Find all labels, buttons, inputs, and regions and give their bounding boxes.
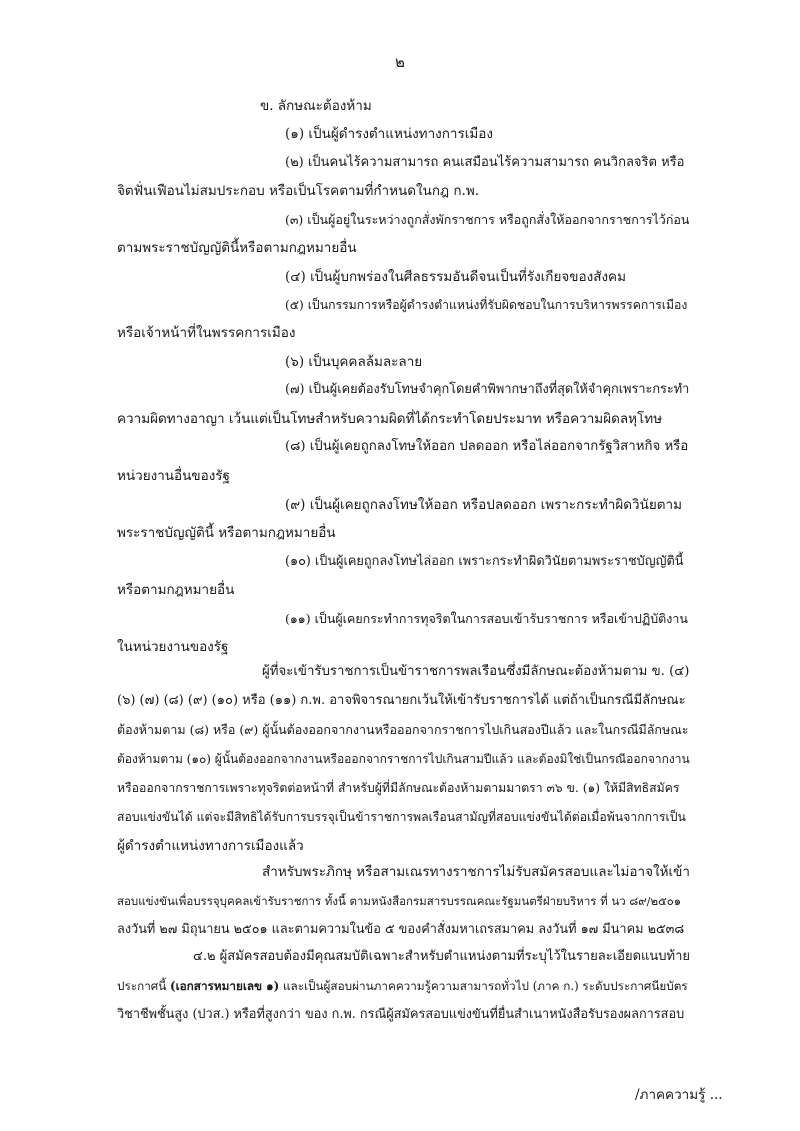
paragraph-line: ต้องห้ามตาม (๘) หรือ (๙) ผู้นั้นต้องออกจากงานหรือออกจากราชการไปเกินสองปีแล้ว และในกรณีมีลักษณะ [117,722,689,737]
item-text: เป็นกรรมการหรือผู้ดำรงตำแหน่งที่รับผิดชอบในการบริหารพรรคการเมือง [307,298,688,312]
list-item-continuation: จิตฟั่นเฟือนไม่สมประกอบ หรือเป็นโรคตามที่กำหนดในกฎ ก.พ. [117,183,480,199]
qualification-line-1: ๔.๒ ผู้สมัครสอบต้องมีคุณสมบัติเฉพาะสำหรับตำแหน่งตามที่ระบุไว้ในรายละเอียดแนบท้าย [193,949,691,964]
qualification-line-2 [117,976,688,996]
list-item [285,380,689,400]
paragraph-line: ต้องห้ามตาม (๑๐) ผู้นั้นต้องออกจากงานหรือออกจากราชการไปเกินสามปีแล้ว และต้องมิใช่เป็นกรณีออกจากงาน [117,752,690,766]
paragraph-line: (๖) (๗) (๘) (๙) (๑๐) หรือ (๑๑) ก.พ. อาจพิจารณายกเว้นให้เข้ารับราชการได้ แต่ถ้าเป็นกรณีมีลักษณะ [117,693,686,708]
section-heading: ข. ลักษณะต้องห้าม [260,98,372,114]
item-number: (๕) [285,298,304,312]
list-item-continuation: ตามพระราชบัญญัตินี้หรือตามกฎหมายอื่น [117,240,357,256]
item-text: เป็นผู้บกพร่องในศีลธรรมอันดีจนเป็นที่รังเกียจของสังคม [310,269,626,285]
page-number: ๒ [395,53,405,71]
qualification-line-3: วิชาชีพชั้นสูง (ปวส.) หรือที่สูงกว่า ของ ก.พ. กรณีผู้สมัครสอบแข่งขันที่ยื่นสำเนาหนังสือรับรองผลการสอบ [117,1007,685,1022]
item-number: (๗) [285,382,305,397]
list-item [285,267,626,287]
continuation-note: /ภาคความรู้ ... [635,1087,723,1103]
item-number: (๙) [285,497,306,513]
list-item-continuation: พระราชบัญญัตินี้ หรือตามกฎหมายอื่น [117,525,336,541]
item-number: (๑๑) [285,611,311,626]
item-text: เป็นคนไร้ความสามารถ คนเสมือนไร้ความสามารถ คนวิกลจริต หรือ [307,155,685,170]
item-number: (๑๐) [285,554,311,569]
item-number: (๖) [285,354,305,370]
list-item [285,295,687,315]
paragraph-line: ลงวันที่ ๒๗ มิถุนายน ๒๕๐๑ และตามความในข้อ ๕ ของคำสั่งมหาเถรสมาคม ลงวันที่ ๑๗ มีนาคม ๒๕๓๘ [117,922,685,937]
item-text: เป็นผู้เคยถูกลงโทษไล่ออก เพราะกระทำผิดวินัยตามพระราชบัญญัตินี้ [314,554,684,569]
item-number: (๑) [285,126,305,142]
item-number: (๔) [285,269,306,285]
list-item-continuation: หน่วยงานอื่นของรัฐ [117,468,230,484]
paragraph-line: ผู้ที่จะเข้ารับราชการเป็นข้าราชการพลเรือนซึ่งมีลักษณะต้องห้ามตาม ข. (๔) [262,664,690,679]
list-item [285,437,688,457]
document-reference: (เอกสารหมายเลข ๑) [170,979,280,993]
list-item [285,495,682,515]
item-text: เป็นผู้เคยถูกลงโทษให้ออก ปลดออก หรือไล่ออกจากรัฐวิสาหกิจ หรือ [309,439,689,454]
list-item-continuation: หรือเจ้าหน้าที่ในพรรคการเมือง [117,325,296,341]
qualification-text-b: และเป็นผู้สอบผ่านภาคความรู้ความสามารถทั่วไป (ภาค ก.) ระดับประกาศนียบัตร [279,979,688,993]
list-item-continuation: ความผิดทางอาญา เว้นแต่เป็นโทษสำหรับความผิดที่ได้กระทำโดยประมาท หรือความผิดลหุโทษ [117,411,663,427]
paragraph-line: สอบแข่งขันได้ แต่จะมีสิทธิได้รับการบรรจุเป็นข้าราชการพลเรือนสามัญที่สอบแข่งขันได้ต่อเมื่อพ้นจากการเป็น [117,810,686,824]
list-item [285,552,683,572]
item-text: เป็นผู้ดำรงตำแหน่งทางการเมือง [308,126,493,142]
list-item [285,153,684,173]
paragraph-line: สอบแข่งขันเพื่อบรรจุบุคคลเข้ารับราชการ ทั้งนี้ ตามหนังสือกรมสารบรรณคณะรัฐมนตรีฝ่ายบริหาร ที่ นว ๘๙/๒๕๐๑ [117,894,682,908]
paragraph-line: สำหรับพระภิกษุ หรือสามเณรทางราชการไม่รับสมัครสอบและไม่อาจให้เข้า [262,864,690,880]
item-number: (๘) [285,439,306,454]
list-item [285,352,422,372]
qualification-text-a: ประกาศนี้ [117,979,171,993]
paragraph-line: หรือออกจากราชการเพราะทุจริตต่อหน้าที่ สำหรับผู้ที่มีลักษณะต้องห้ามตามมาตรา ๓๖ ข. (๑) ให้มีสิทธิสมัคร [117,781,680,795]
item-text: เป็นบุคคลล้มละลาย [308,354,423,370]
item-text: เป็นผู้เคยต้องรับโทษจำคุกโดยคำพิพากษาถึงที่สุดให้จำคุกเพราะกระทำ [308,382,690,397]
item-text: เป็นผู้เคยถูกลงโทษให้ออก หรือปลดออก เพราะกระทำผิดวินัยตาม [309,497,682,513]
list-item [285,609,688,629]
list-item-continuation: ในหน่วยงานของรัฐ [117,639,229,655]
paragraph-line: ผู้ดำรงตำแหน่งทางการเมืองแล้ว [117,838,304,854]
list-item [285,210,689,230]
item-text: เป็นผู้อยู่ในระหว่างถูกสั่งพักราชการ หรือถูกสั่งให้ออกจากราชการไว้ก่อน [307,212,690,227]
list-item-continuation: หรือตามกฎหมายอื่น [117,582,235,598]
list-item [285,124,493,144]
item-number: (๓) [285,212,304,227]
item-number: (๒) [285,155,304,170]
item-text: เป็นผู้เคยกระทำการทุจริตในการสอบเข้ารับราชการ หรือเข้าปฏิบัติงาน [314,611,688,626]
